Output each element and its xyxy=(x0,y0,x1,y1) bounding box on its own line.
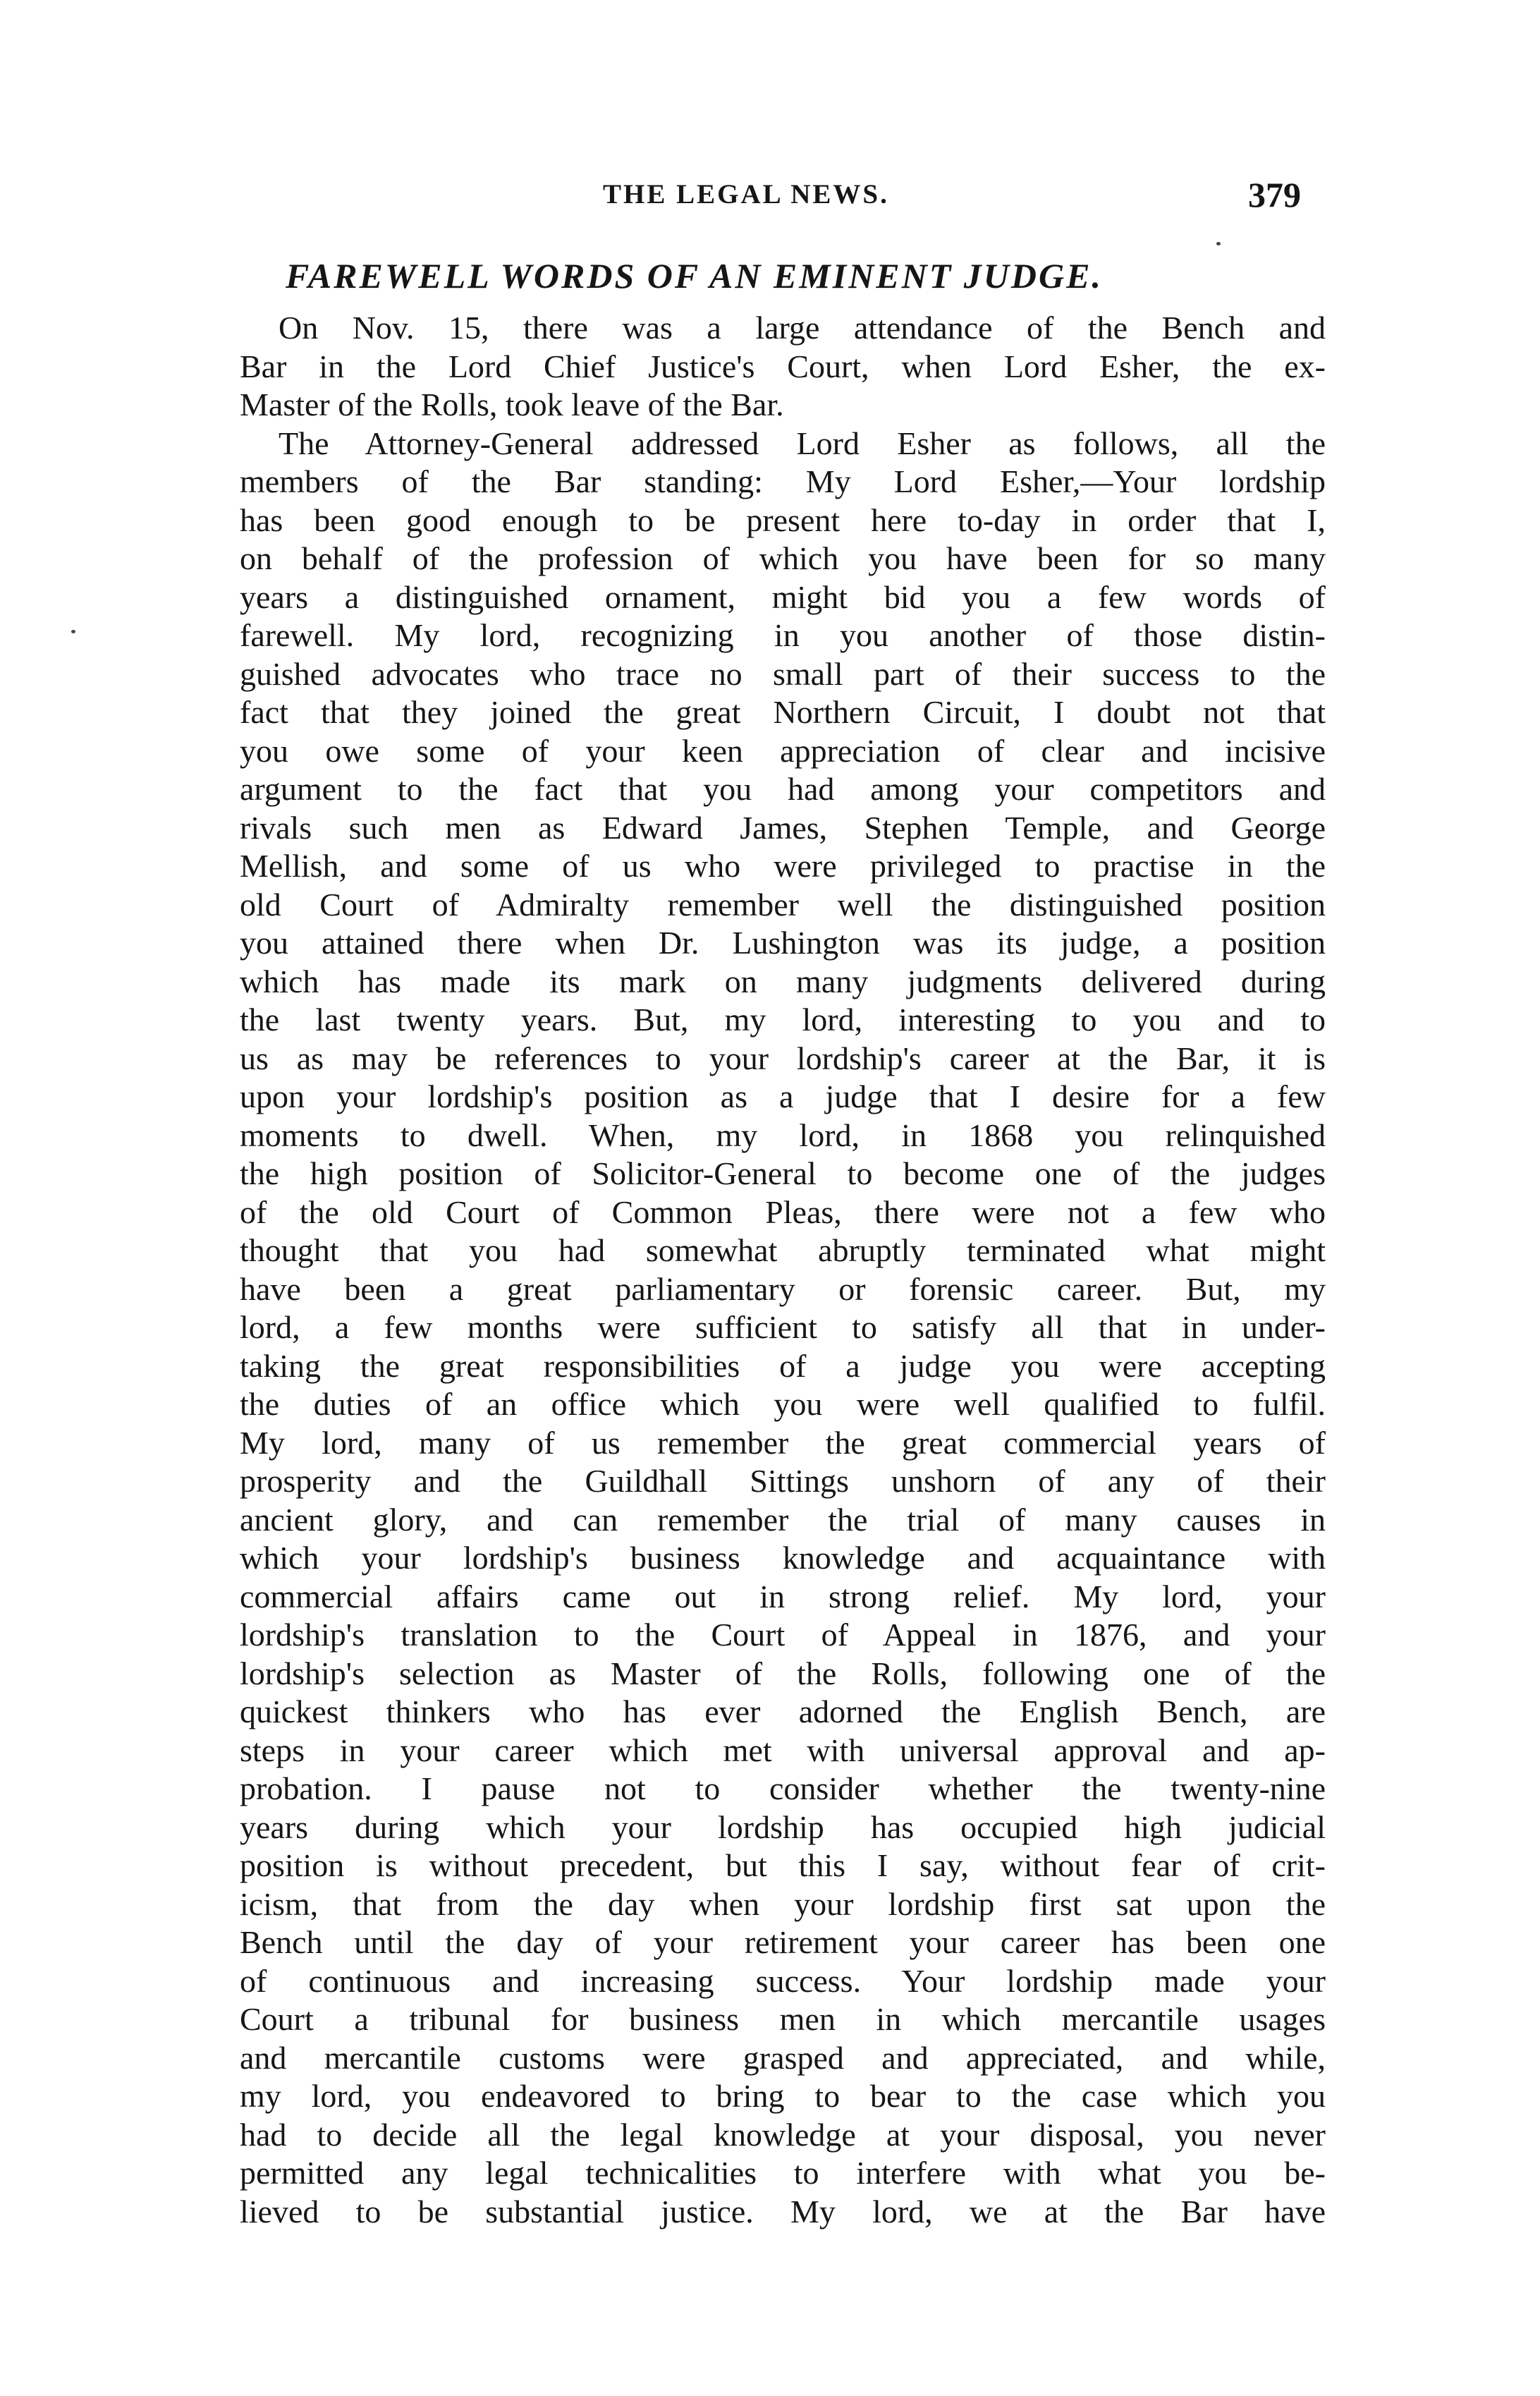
text-line: Court a tribunal for business men in which mercantile usages xyxy=(240,2001,1326,2037)
text-line: us as may be references to your lordship's career at the Bar, it is xyxy=(240,1040,1326,1076)
page-number: 379 xyxy=(1248,175,1301,214)
text-line: taking the great responsibilities of a judge you were accepting xyxy=(240,1347,1326,1384)
text-line: farewell. My lord, recognizing in you another of those distin- xyxy=(240,617,1326,653)
text-line: years during which your lordship has occupied high judicial xyxy=(240,1808,1326,1845)
running-head xyxy=(0,175,1540,221)
text-line: Mellish, and some of us who were privileged to practise in the xyxy=(240,848,1326,884)
text-line: steps in your career which met with universal approval and ap- xyxy=(240,1732,1326,1768)
text-line: prosperity and the Guildhall Sittings unshorn of any of their xyxy=(240,1463,1326,1499)
text-line: lordship's selection as Master of the Rolls, following one of the xyxy=(240,1655,1326,1691)
text-line: moments to dwell. When, my lord, in 1868 you relinquished xyxy=(240,1117,1326,1153)
text-line: of continuous and increasing success. Your lordship made your xyxy=(240,1962,1326,1999)
article-body xyxy=(240,309,1326,2231)
text-line: had to decide all the legal knowledge at your disposal, you never xyxy=(240,2116,1326,2153)
article-title: FAREWELL WORDS OF AN EMINENT JUDGE. xyxy=(286,256,1103,296)
text-line: lieved to be substantial justice. My lord, we at the Bar have xyxy=(240,2193,1326,2230)
text-line: years a distinguished ornament, might bid you a few words of xyxy=(240,578,1326,615)
text-line: lord, a few months were sufficient to satisfy all that in under- xyxy=(240,1309,1326,1345)
text-line: thought that you had somewhat abruptly terminated what might xyxy=(240,1232,1326,1268)
text-line: permitted any legal technicalities to interfere with what you be- xyxy=(240,2155,1326,2191)
text-line: have been a great parliamentary or forensic career. But, my xyxy=(240,1270,1326,1307)
text-line: which your lordship's business knowledge and acquaintance with xyxy=(240,1540,1326,1576)
text-line: which has made its mark on many judgments delivered during xyxy=(240,963,1326,999)
text-line: rivals such men as Edward James, Stephen Temple, and George xyxy=(240,809,1326,846)
text-line: ancient glory, and can remember the trial of many causes in xyxy=(240,1501,1326,1538)
print-speck xyxy=(71,630,75,633)
text-line: you attained there when Dr. Lushington was its judge, a position xyxy=(240,925,1326,961)
text-line: the high position of Solicitor-General to become one of the judges xyxy=(240,1155,1326,1191)
text-line: icism, that from the day when your lordship first sat upon the xyxy=(240,1885,1326,1922)
text-line: and mercantile customs were grasped and appreciated, and while, xyxy=(240,2039,1326,2076)
text-line: lordship's translation to the Court of Appeal in 1876, and your xyxy=(240,1617,1326,1653)
text-line: the duties of an office which you were well qualified to fulfil. xyxy=(240,1386,1326,1422)
text-line: old Court of Admiralty remember well the distinguished position xyxy=(240,886,1326,923)
text-line: Master of the Rolls, took leave of the Bar. xyxy=(240,387,784,422)
text-line: upon your lordship's position as a judge that I desire for a few xyxy=(240,1078,1326,1114)
text-line: The Attorney-General addressed Lord Esher as follows, all the xyxy=(279,425,1326,461)
text-line: Bench until the day of your retirement your career has been one xyxy=(240,1924,1326,1960)
text-line: on behalf of the profession of which you have been for so many xyxy=(240,540,1326,576)
text-line: my lord, you endeavored to bring to bear to the case which you xyxy=(240,2078,1326,2114)
text-line: guished advocates who trace no small part of their success to the xyxy=(240,655,1326,692)
text-line: On Nov. 15, there was a large attendance of the Bench and xyxy=(279,310,1326,346)
text-line: of the old Court of Common Pleas, there were not a few who xyxy=(240,1193,1326,1230)
text-line: argument to the fact that you had among your competitors and xyxy=(240,771,1326,807)
running-title: THE LEGAL NEWS. xyxy=(603,179,889,209)
text-line: you owe some of your keen appreciation of clear and incisive xyxy=(240,732,1326,769)
text-line: the last twenty years. But, my lord, interesting to you and to xyxy=(240,1002,1326,1038)
text-line: fact that they joined the great Northern Circuit, I doubt not that xyxy=(240,694,1326,730)
print-speck xyxy=(1216,242,1221,245)
text-line: commercial affairs came out in strong relief. My lord, your xyxy=(240,1578,1326,1614)
text-line: members of the Bar standing: My Lord Esher,—Your lordship xyxy=(240,463,1326,499)
text-line: has been good enough to be present here to-day in order that I, xyxy=(240,501,1326,538)
text-line: Bar in the Lord Chief Justice's Court, when Lord Esher, the ex- xyxy=(240,348,1326,384)
text-line: position is without precedent, but this I say, without fear of crit- xyxy=(240,1847,1326,1883)
text-line: quickest thinkers who has ever adorned the English Bench, are xyxy=(240,1693,1326,1729)
text-line: My lord, many of us remember the great commercial years of xyxy=(240,1424,1326,1461)
text-line: probation. I pause not to consider whether the twenty-nine xyxy=(240,1770,1326,1806)
